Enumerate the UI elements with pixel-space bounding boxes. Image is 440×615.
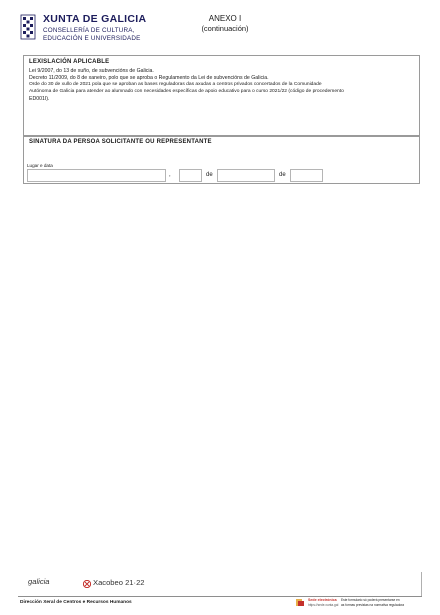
galicia-logo: galicia [28,577,50,586]
legislation-line: Lei 9/2007, do 13 de xuño, de subvencións de Galicia. [29,68,154,74]
legislation-line: Autónoma de Galicia para atender ao alumnado con necesidades específicas de apoio educativo para o curso 2021/22 (código de procedemento [29,89,344,94]
footer-logos-area [18,572,422,596]
annex-title: ANEXO I [208,14,242,23]
legislation-line: Orde do 30 de xullo de 2021 pola que se aproban as bases reguladoras das axudas a centros privados concertados de la Comunidade [29,82,322,87]
footer-divider [18,596,422,597]
legislation-section [23,55,420,136]
legislation-title: LEXISLACIÓN APLICABLE [29,59,110,65]
place-date-label: Lugar e data [27,163,53,168]
org-name: XUNTA DE GALICIA [43,13,147,25]
year-input[interactable] [290,169,323,182]
month-input[interactable] [217,169,275,182]
sede-note-line-2: as formas previstas na normativa reguladora [341,603,405,607]
de-separator-2: de [279,172,286,178]
department-line-2: EDUCACIÓN E UNIVERSIDADE [43,35,141,42]
xacobeo-logo: Xacobeo 21·22 [93,578,145,587]
sede-label: Sede electrónica [308,598,337,602]
sede-note-line-1: Este formulario só poderá presentarse en [341,598,400,602]
sede-electronica-icon [296,599,306,606]
comma-separator: , [169,172,171,178]
day-input[interactable] [179,169,202,182]
department-line-1: CONSELLERÍA DE CULTURA, [43,27,135,34]
annex-subtitle: (continuación) [201,24,249,33]
directorate-name: Dirección Xeral de Centros e Recursos Humanos [20,600,132,605]
de-separator-1: de [206,172,213,178]
legislation-line: ED001I). [29,96,50,102]
sede-url[interactable]: https://sede.xunta.gal [308,603,339,607]
signature-section [23,136,420,184]
xunta-shield-icon [20,14,36,40]
legislation-line: Decreto 11/2009, do 8 de xaneiro, polo que se aproba o Regulamento da Lei de subvencións de Galicia. [29,75,269,81]
signature-title: SINATURA DA PERSOA SOLICITANTE OU REPRESENTANTE [29,139,212,145]
xacobeo-icon [83,580,91,588]
place-input[interactable] [27,169,166,182]
